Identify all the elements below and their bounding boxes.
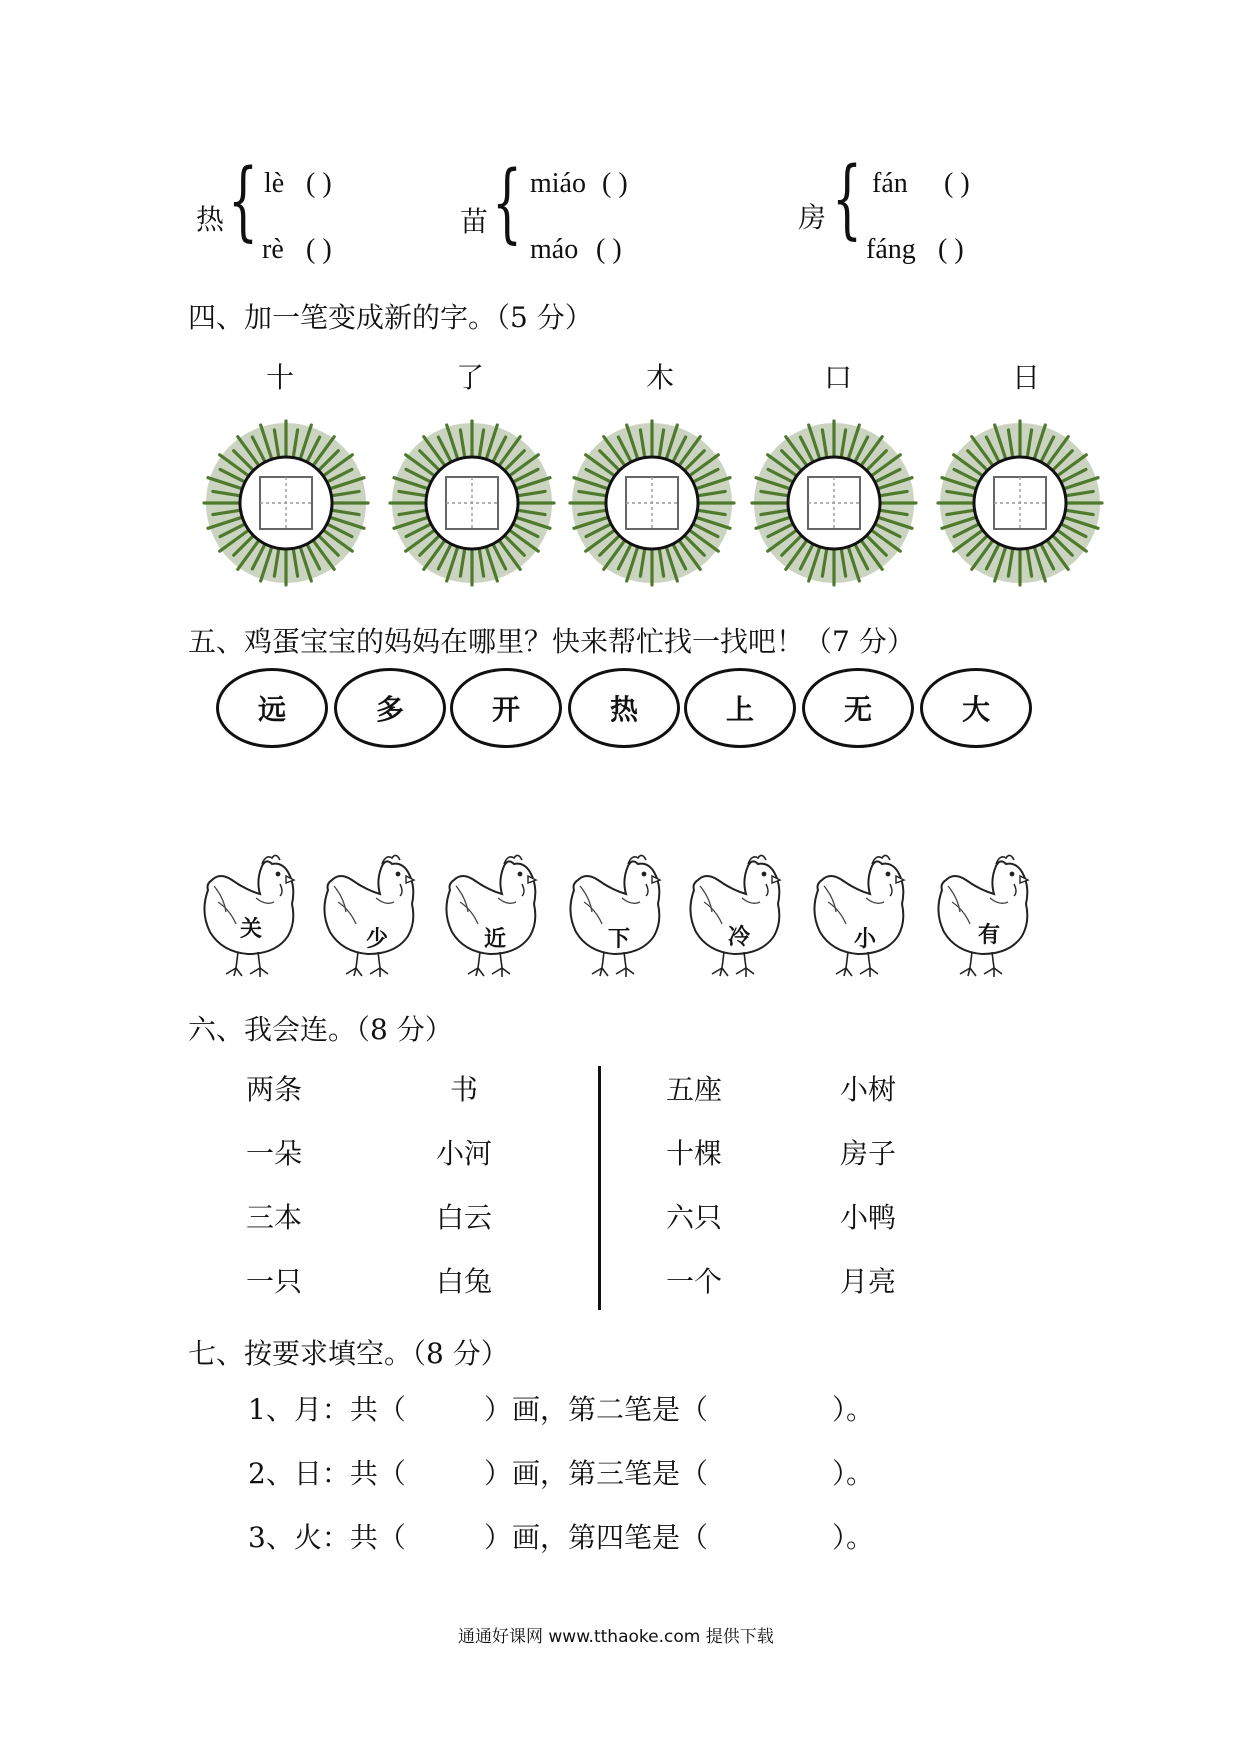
section-4-heading: 四、加一笔变成新的字。（5 分） [188, 301, 593, 334]
quantifier-word[interactable]: 两条 [246, 1073, 303, 1106]
hen-label: 少 [366, 927, 389, 952]
answer-blank[interactable]: ( ) [306, 168, 332, 199]
base-char: 了 [456, 361, 485, 394]
pinyin: lè [264, 168, 285, 199]
hen-label: 小 [854, 927, 877, 952]
egg-option[interactable]: 多 [334, 668, 446, 748]
quantifier-word[interactable]: 五座 [666, 1073, 723, 1106]
base-char: 口 [824, 361, 853, 394]
pinyin: fán [872, 168, 908, 199]
base-char: 木 [646, 361, 675, 394]
quantifier-word[interactable]: 六只 [666, 1201, 723, 1234]
item-prefix: 2、日：共（ [248, 1457, 406, 1490]
hen-label: 关 [240, 917, 263, 942]
grass-circle-grid [387, 418, 557, 588]
pinyin: fáng [866, 234, 916, 265]
pinyin: miáo [530, 168, 586, 199]
grass-circle-grid [567, 418, 737, 588]
item-end: ）。 [832, 1393, 875, 1426]
polyphone-char: 房 [798, 201, 827, 234]
hen-icon [806, 850, 916, 980]
item-middle: ）画，第三笔是（ [484, 1457, 709, 1490]
base-char: 日 [1012, 361, 1041, 394]
section-5-heading: 五、鸡蛋宝宝的妈妈在哪里？快来帮忙找一找吧！（7 分） [188, 625, 915, 658]
egg-option[interactable]: 开 [450, 668, 562, 748]
item-end: ）。 [832, 1457, 875, 1490]
item-prefix: 1、月：共（ [248, 1393, 406, 1426]
hen-icon [682, 850, 792, 980]
noun-word[interactable]: 房子 [840, 1137, 897, 1170]
noun-word[interactable]: 小鸭 [840, 1201, 897, 1234]
noun-word[interactable]: 书 [450, 1073, 479, 1106]
egg-option[interactable]: 无 [802, 668, 914, 748]
hen-icon [930, 850, 1040, 980]
answer-blank[interactable]: ( ) [938, 234, 964, 265]
egg-option[interactable]: 远 [216, 668, 328, 748]
section-7-heading: 七、按要求填空。（8 分） [188, 1337, 509, 1370]
pinyin: rè [262, 234, 284, 265]
grass-circle-grid [749, 418, 919, 588]
quantifier-word[interactable]: 三本 [246, 1201, 303, 1234]
polyphone-char: 苗 [460, 205, 489, 238]
hen-label: 近 [484, 927, 507, 952]
grass-circle-grid [201, 418, 371, 588]
noun-word[interactable]: 小河 [436, 1137, 493, 1170]
brace-icon: { [228, 151, 259, 251]
hen-icon [562, 850, 672, 980]
pinyin: máo [530, 234, 579, 265]
polyphone-char: 热 [196, 203, 225, 236]
egg-option[interactable]: 大 [920, 668, 1032, 748]
quantifier-word[interactable]: 一只 [246, 1265, 303, 1298]
answer-blank[interactable]: ( ) [944, 168, 970, 199]
item-middle: ）画，第二笔是（ [484, 1393, 709, 1426]
answer-blank[interactable]: ( ) [596, 234, 622, 265]
hen-label: 有 [978, 923, 1001, 948]
section-6-heading: 六、我会连。（8 分） [188, 1013, 453, 1046]
quantifier-word[interactable]: 十棵 [666, 1137, 723, 1170]
footer-text: 通通好课网 www.tthaoke.com 提供下载 [458, 1627, 774, 1647]
hen-icon [438, 850, 548, 980]
grass-circle-grid [935, 418, 1105, 588]
base-char: 十 [266, 361, 295, 394]
item-end: ）。 [832, 1521, 875, 1554]
noun-word[interactable]: 白云 [436, 1201, 493, 1234]
item-middle: ）画，第四笔是（ [484, 1521, 709, 1554]
hen-icon [316, 850, 426, 980]
noun-word[interactable]: 小树 [840, 1073, 897, 1106]
hen-label: 冷 [728, 925, 751, 950]
brace-icon: { [832, 149, 863, 249]
quantifier-word[interactable]: 一个 [666, 1265, 723, 1298]
hen-label: 下 [608, 927, 631, 952]
noun-word[interactable]: 白兔 [436, 1265, 493, 1298]
answer-blank[interactable]: ( ) [602, 168, 628, 199]
column-divider [598, 1066, 601, 1310]
noun-word[interactable]: 月亮 [840, 1265, 897, 1298]
quantifier-word[interactable]: 一朵 [246, 1137, 303, 1170]
item-prefix: 3、火：共（ [248, 1521, 406, 1554]
brace-icon: { [492, 153, 523, 253]
egg-option[interactable]: 热 [568, 668, 680, 748]
answer-blank[interactable]: ( ) [306, 234, 332, 265]
egg-option[interactable]: 上 [684, 668, 796, 748]
